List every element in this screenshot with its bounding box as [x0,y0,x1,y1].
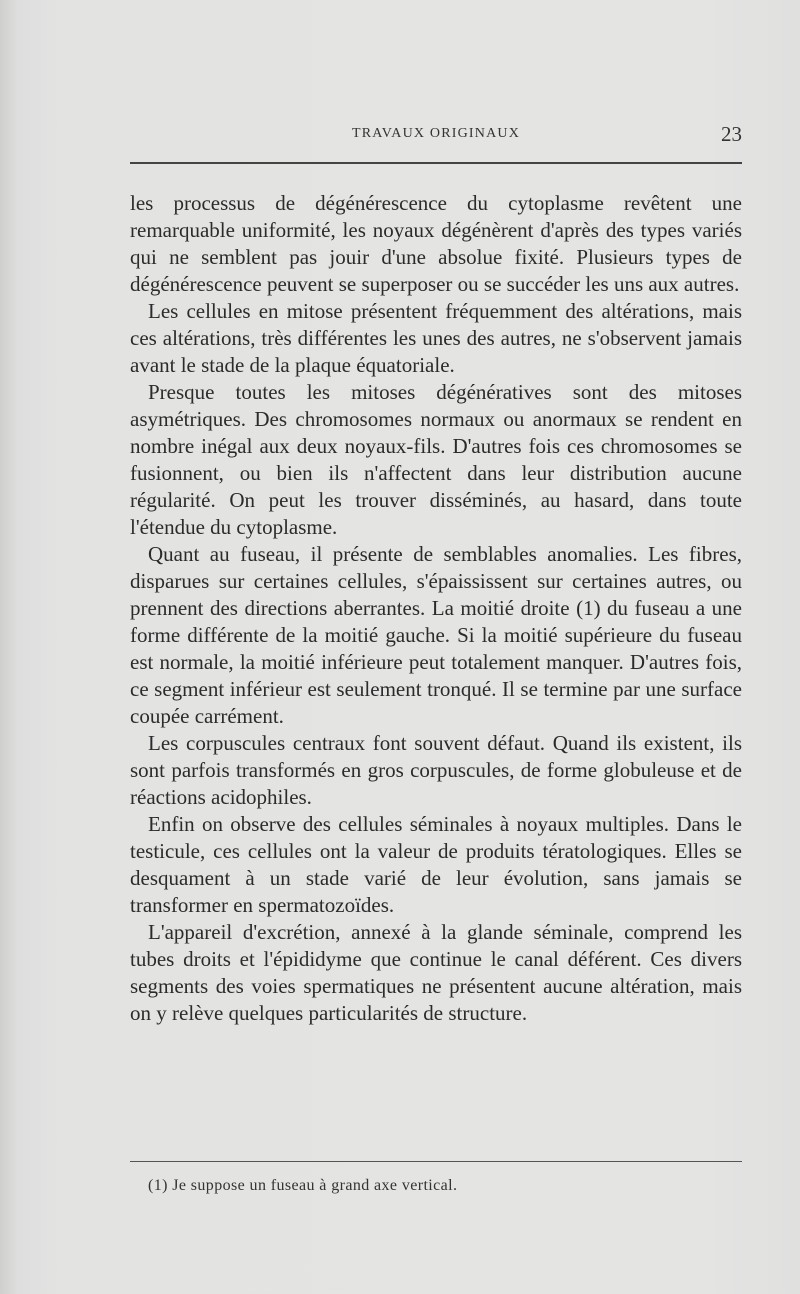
paragraph-2: Les cellules en mitose présentent fréquemment des altérations, mais ces altérations, très différentes les unes des autres, ne s'observent jamais avant le stade de la plaque équatoriale. [130,299,742,377]
paragraph-7: L'appareil d'excrétion, annexé à la glande séminale, comprend les tubes droits et l'épididyme que continue le canal déférent. Ces divers segments des voies spermatiques ne présentent aucune altération, mais on y relève quelques particularités de structure. [130,920,742,1025]
paragraph-5: Les corpuscules centraux font souvent défaut. Quand ils existent, ils sont parfois transformés en gros corpuscules, de forme globuleuse et de réactions acidophiles. [130,731,742,809]
body-text [130,190,742,1027]
paragraph-6: Enfin on observe des cellules séminales à noyaux multiples. Dans le testicule, ces cellules ont la valeur de produits tératologiques. Elles se desquament à un stade varié de leur évolution, sans jamais se transformer en spermatozoïdes. [130,812,742,917]
paragraph-1: les processus de dégénérescence du cytoplasme revêtent une remarquable uniformité, les noyaux dégénèrent d'après des types variés qui ne semblent pas jouir d'une absolue fixité. Plusieurs types de dégénérescence peuvent se superposer ou se succéder les uns aux autres. [130,191,742,296]
page-header [130,122,742,150]
footnote: (1) Je suppose un fuseau à grand axe vertical. [148,1177,458,1194]
page-number: 23 [721,122,742,146]
running-title: TRAVAUX ORIGINAUX [351,126,521,141]
paragraph-4: Quant au fuseau, il présente de semblables anomalies. Les fibres, disparues sur certaines cellules, s'épaississent sur certaines autres, ou prennent des directions aberrantes. La moitié droite (1) du fuseau a une forme différente de la moitié gauche. Si la moitié supérieure du fuseau est normale, la moitié inférieure peut totalement manquer. D'autres fois, ce segment inférieur est seulement tronqué. Il se termine par une surface coupée carrément. [130,542,742,728]
header-rule [130,162,742,164]
paragraph-3: Presque toutes les mitoses dégénératives sont des mitoses asymétriques. Des chromosomes normaux ou anormaux se rendent en nombre inégal aux deux noyaux-fils. D'autres fois ces chromosomes se fusionnent, ou bien ils n'affectent dans leur distribution aucune régularité. On peut les trouver disséminés, au hasard, dans toute l'étendue du cytoplasme. [130,380,742,539]
footnote-rule [130,1161,742,1162]
